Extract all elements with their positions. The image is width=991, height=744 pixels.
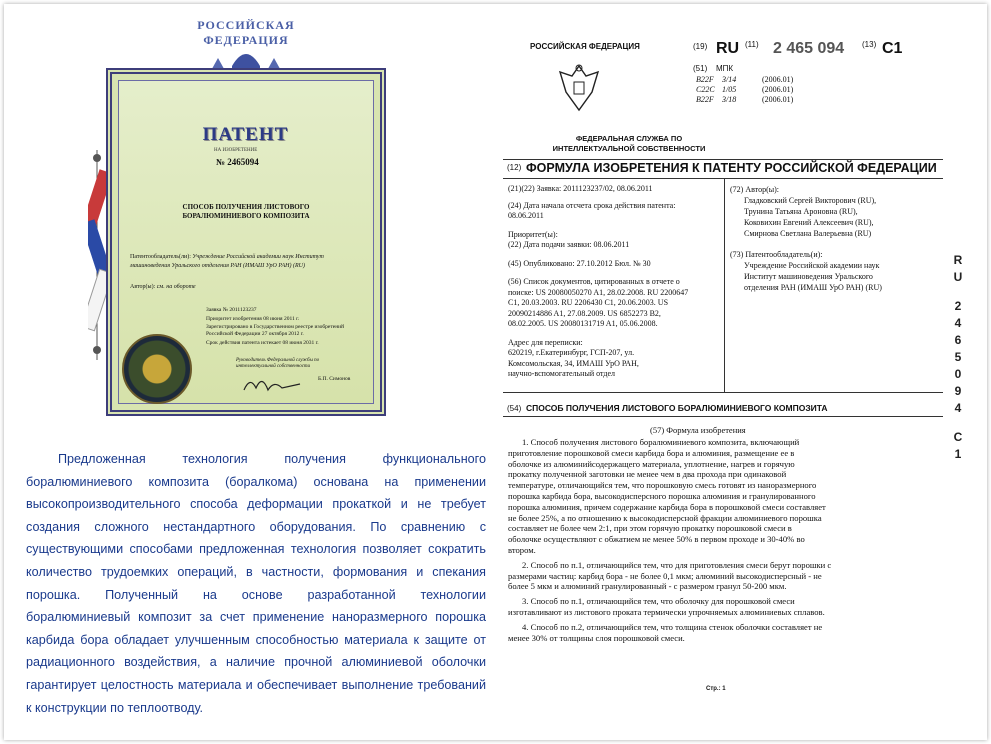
divider	[503, 159, 943, 160]
cert-subtitle: НА ИЗОБРЕТЕНИЕ	[214, 148, 258, 153]
cert-authors-value: см. на обороте	[156, 284, 196, 290]
bibliographic-left	[508, 184, 720, 380]
claim-line: размерами частиц: карбид бора - не более 0,1 мкм; алюминий высокодисперсный - не	[508, 570, 822, 581]
claim-line: порошка карбида бора, высокодисперсного порошка алюминия и гранулированного	[508, 490, 816, 501]
doc-invention-title: СПОСОБ ПОЛУЧЕНИЯ ЛИСТОВОГО БОРАЛЮМИНИЕВОГО КОМПОЗИТА	[526, 403, 828, 413]
cert-invention-title: СПОСОБ ПОЛУЧЕНИЯ ЛИСТОВОГО БОРАЛЮМИНИЕВОГО КОМПОЗИТА	[182, 203, 310, 220]
holder-label: (73) Патентообладатель(и):	[730, 250, 823, 259]
doc-country: РОССИЙСКАЯ ФЕДЕРАЦИЯ	[530, 42, 640, 51]
cert-authors-label: Автор(ы):	[130, 284, 156, 290]
cert-signer-title: Руководитель Федеральной службы по интеллектуальной собственности	[236, 358, 320, 369]
cert-holder	[130, 253, 360, 271]
biblio-line: (24) Дата начала отсчета срока действия патента:	[508, 200, 676, 210]
cert-signer-name: Б.П. Симонов	[318, 376, 351, 382]
doc-formula-title: ФОРМУЛА ИЗОБРЕТЕНИЯ К ПАТЕНТУ РОССИЙСКОЙ ФЕДЕРАЦИИ	[526, 161, 937, 175]
code-51: (51)	[693, 64, 708, 73]
claim-line: порошка алюминия, причем содержание карбида бора в порошковой смеси составляет	[508, 501, 826, 512]
doc-service: ФЕДЕРАЛЬНАЯ СЛУЖБА ПО ИНТЕЛЛЕКТУАЛЬНОЙ СОБСТВЕННОСТИ	[552, 134, 706, 153]
signature-icon	[242, 372, 302, 396]
claim-line: температуре, отличающийся тем, что порошковую смесь готовят из наноразмерного	[508, 480, 817, 491]
biblio-line: 20090214886 A1, 27.08.2009. US 6852273 B2,	[508, 308, 661, 318]
doc-ru: RU	[716, 40, 740, 57]
authors-label: (72) Автор(ы):	[730, 185, 779, 194]
claim-line: 4. Способ по п.2, отличающийся тем, что толщина стенок оболочки составляет не	[522, 621, 823, 632]
code-19: (19)	[693, 42, 708, 51]
vertical-patent-number: R U 2 4 6 5 0 9 4 C 1	[953, 253, 963, 461]
claim-line: менее 30% от толщины слоя порошковой смеси.	[508, 632, 685, 643]
divider	[503, 178, 943, 179]
author-item: Гладковский Сергей Викторович (RU),	[744, 196, 877, 205]
cert-authors	[130, 284, 196, 290]
biblio-line: (21)(22) Заявка: 2011123237/02, 08.06.2011	[508, 184, 653, 193]
doc-number: 2 465 094	[773, 40, 845, 57]
ipc-row: B22F 3/14 (2006.01)	[696, 75, 794, 84]
cert-app-number: 2011123237	[229, 307, 257, 313]
claim-line: более 5 мкм и алюминий гранулированный - с размером гранул 50-200 мкм.	[508, 581, 787, 592]
claim-line: прокатку полученной заготовки не менее чем в два прохода при одинаковой	[508, 469, 787, 480]
code-54: (54)	[507, 404, 522, 413]
coat-of-arms-icon	[556, 62, 602, 114]
biblio-line: 08.02.2005. US 20080131719 A1, 05.06.2008.	[508, 319, 658, 328]
cert-number: № 2465094	[216, 157, 259, 167]
biblio-line: Адрес для переписки:	[508, 337, 583, 347]
cert-app-label: Заявка №	[206, 307, 228, 313]
description-paragraph: Предложенная технология получения функционального боралюминиевого композита (боралкома) основана на применении высокопроизводительного способа деформации прокаткой и не требует создания сложного нестандартного оборудования. По сравнению с существующими способами предложенная технология позволяет сократить количество трудоемких операций, в частности, формования и спекания порошка. Полученный на основе разработанной технологии боралюминиевый композит за счет применение наноразмерного порошка карбида бора обладает улучшенным способностью материала к защите от радиационного воздействия, а наличие прочной алюминиевой оболочки гарантирует целостность материала и обеспечивает выполнение требований к конструкции по теплоотводу.	[26, 452, 486, 715]
biblio-line: Комсомольская, 34, ИМАШ УрО РАН,	[508, 358, 639, 368]
biblio-line: Приоритет(ы):	[508, 229, 558, 239]
claim-line: изготавливают из листового проката термически упрочняемых алюминиевых сплавов.	[508, 606, 825, 617]
claim-line: оболочке из алюминийсодержащего материала, уплотнение, нагрев и горячую	[508, 458, 795, 469]
author-item: Смирнова Светлана Валерьевна (RU)	[744, 229, 872, 238]
biblio-line: научно-вспомогательный отдел	[508, 369, 616, 378]
claim-line: втором.	[508, 544, 536, 555]
cert-registered: Зарегистрировано в Государственном реестре изобретений Российской Федерации 27 октября 2012 г.	[206, 324, 345, 337]
ipc-row: C22C 1/05 (2006.01)	[696, 85, 794, 94]
doc-kind: C1	[882, 40, 903, 57]
holder-item: отделения РАН (ИМАШ УрО РАН) (RU)	[744, 283, 882, 292]
code-11: (11)	[745, 40, 759, 49]
claim-line: не более 25%, а по отношению к высокодисперсной фракции алюминиевого порошка	[508, 512, 822, 523]
cert-holder-value: Учреждение Российской академии наук Институт машиноведения Уральского отделения РАН (ИМАШ УрО РАН) (RU)	[130, 254, 324, 269]
holder-list	[730, 260, 940, 293]
ipc-classes	[696, 75, 793, 105]
biblio-line: (22) Дата подачи заявки: 08.06.2011	[508, 240, 630, 249]
biblio-line: (45) Опубликовано: 27.10.2012 Бюл. № 30	[508, 258, 651, 268]
ipc-row: B22F 3/18 (2006.01)	[696, 95, 794, 104]
authors-list	[730, 195, 940, 239]
biblio-line: (56) Список документов, цитированных в отчете о	[508, 277, 680, 286]
claim-line: 3. Способ по п.1, отличающийся тем, что оболочку для порошковой смеси	[522, 596, 795, 607]
column-divider	[724, 178, 725, 392]
cert-priority: Приоритет изобретения 08 июня 2011 г.	[206, 316, 300, 322]
code-13: (13)	[862, 40, 877, 49]
biblio-line: поиске: US 20080050270 A1, 28.02.2008. RU 2200647	[508, 287, 689, 297]
biblio-line: C1, 20.03.2003. RU 2206430 C1, 20.06.2003. US	[508, 298, 669, 307]
seal-icon	[122, 334, 192, 404]
biblio-line: 620219, г.Екатеринбург, ГСП-207, ул.	[508, 348, 635, 357]
holder-item: Институт машиноведения Уральского	[744, 272, 873, 281]
cert-holder-label: Патентообладатель(ли):	[130, 254, 191, 260]
cert-expiry: Срок действия патента истекает 08 июня 2031 г.	[206, 340, 319, 346]
doc-mpk: МПК	[716, 64, 734, 73]
bibliographic-right	[730, 184, 940, 293]
claims-heading: (57) Формула изобретения	[650, 425, 746, 435]
claim-line: приготовление порошковой смеси карбида бора и алюминия, размещение ее в	[508, 447, 795, 458]
cert-title: ПАТЕНТ	[202, 124, 289, 145]
claim-line: оболочке осуществляют с обжатием не менее 50% в первом проходе и 30-40% во	[508, 534, 805, 545]
claim-line: 2. Способ по п.1, отличающийся тем, что для приготовления смеси берут порошки с	[522, 559, 832, 570]
claims-text	[508, 437, 940, 643]
holder-item: Учреждение Российской академии наук	[744, 261, 880, 270]
divider	[503, 392, 943, 393]
author-item: Трунина Татьяна Ароновна (RU),	[744, 207, 858, 216]
cert-country: РОССИЙСКАЯ ФЕДЕРАЦИЯ	[197, 18, 295, 47]
claim-line: составляет не более чем 2:1, при этом горячую прокатку порошковой смеси в	[508, 523, 792, 534]
author-item: Коковихин Евгений Алексеевич (RU),	[744, 218, 874, 227]
page-number: Стр.: 1	[706, 686, 726, 692]
code-12: (12)	[507, 163, 522, 172]
biblio-line: 08.06.2011	[508, 211, 544, 220]
divider	[503, 416, 943, 417]
ribbon-icon	[88, 150, 106, 360]
claim-line: 1. Способ получения листового боралюминиевого композита, включающий	[522, 437, 800, 447]
cert-application	[206, 307, 256, 313]
